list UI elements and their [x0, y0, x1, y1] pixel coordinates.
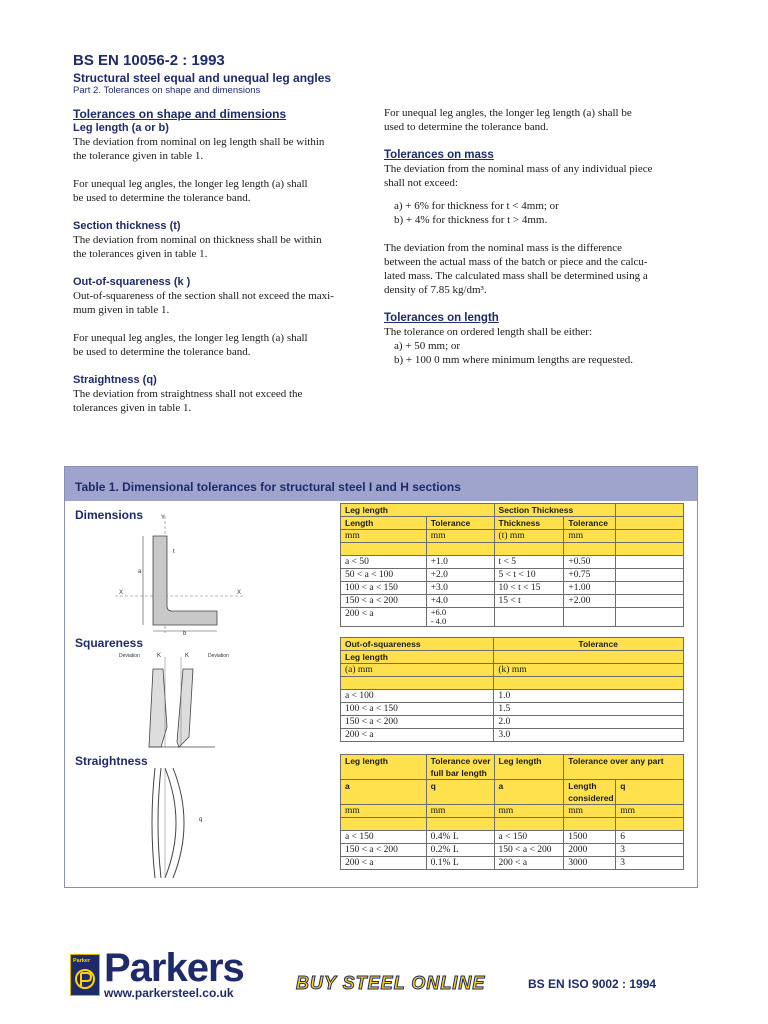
table-row [341, 857, 684, 870]
dimensions-table [340, 503, 684, 627]
table-header-cell: Leg length [494, 755, 564, 780]
table-cell: 150 < a < 200 [494, 844, 564, 857]
diagram-label-deviation2: Deviation [208, 653, 229, 659]
table-cell: 3 [616, 844, 684, 857]
table-cell [494, 608, 564, 627]
paragraph: the tolerances given in table 1. [73, 248, 208, 260]
table-cell: +3.0 [426, 582, 494, 595]
document-subtitle: Structural steel equal and unequal leg angles [73, 71, 332, 85]
straightness-diagram [125, 763, 235, 883]
diagram-label-b: b [183, 631, 187, 636]
table-header-cell: Leg length [341, 755, 427, 780]
paragraph: The deviation from nominal on leg length shall be within [73, 136, 325, 148]
table-cell: 50 < a < 100 [341, 569, 427, 582]
diagram-label-t: t [173, 549, 175, 555]
straightness-heading: Straightness (q) [73, 374, 157, 386]
table-row [341, 844, 684, 857]
parker-logo-icon [70, 954, 100, 996]
paragraph: For unequal leg angles, the longer leg length (a) shall [73, 332, 308, 344]
table-cell: +2.0 [426, 569, 494, 582]
table-header-cell: q [426, 780, 494, 805]
table-cell: 1.0 [494, 690, 684, 703]
paragraph: The tolerance on ordered length shall be either: [384, 326, 592, 338]
paragraph: Out-of-squareness of the section shall not exceed the maxi- [73, 290, 334, 302]
table-row [341, 569, 684, 582]
table-cell: 1500 [564, 831, 616, 844]
squareness-table [340, 637, 684, 742]
diagram-label-x2: X [237, 590, 242, 596]
footer [66, 948, 706, 1002]
paragraph: lated mass. The calculated mass shall be determined using a [384, 270, 648, 282]
paragraph: For unequal leg angles, the longer leg length (a) shall be [384, 107, 632, 119]
thickness-heading: Section thickness (t) [73, 220, 181, 232]
table-cell: a < 150 [341, 831, 427, 844]
logo-text: Parker [73, 958, 91, 964]
paragraph: be used to determine the tolerance band. [73, 192, 251, 204]
table-cell: 0.4% L [426, 831, 494, 844]
paragraph: For unequal leg angles, the longer leg length (a) shall [73, 178, 308, 190]
document-part: Part 2. Tolerances on shape and dimensions [73, 85, 261, 96]
table-cell: 3.0 [494, 729, 684, 742]
paragraph: The deviation from the nominal mass is the difference [384, 242, 623, 254]
table-header-cell [564, 780, 616, 805]
table-unit-cell: (t) mm [494, 530, 564, 543]
paragraph: used to determine the tolerance band. [384, 121, 549, 133]
table-row [341, 716, 684, 729]
table-unit-cell: mm [426, 530, 494, 543]
dimensions-label: Dimensions [75, 508, 144, 522]
table-row [341, 729, 684, 742]
table-row [341, 556, 684, 569]
table-unit-cell: mm [341, 805, 427, 818]
list-item: b) + 4% for thickness for t > 4mm. [394, 214, 548, 226]
table-unit-cell: mm [616, 805, 684, 818]
paragraph: be used to determine the tolerance band. [73, 346, 251, 358]
table-cell: +2.00 [564, 595, 616, 608]
section-heading: Tolerances on shape and dimensions [73, 107, 287, 121]
brand-logo-text: Parkers [104, 946, 244, 990]
left-column [73, 107, 368, 415]
table-header-cell: Tolerance [426, 517, 494, 530]
list-item: b) + 100 0 mm where minimum lengths are requested. [394, 354, 633, 366]
diagram-label-a: a [138, 569, 142, 575]
table-cell [564, 608, 616, 627]
table-cell: 100 < a < 150 [341, 703, 494, 716]
table-unit-cell: (a) mm [341, 664, 494, 677]
paragraph: The deviation from straightness shall not exceed the [73, 388, 303, 400]
angle-section-diagram [105, 511, 255, 636]
table-cell: 15 < t [494, 595, 564, 608]
table-cell: 5 < t < 10 [494, 569, 564, 582]
squareness-diagram [105, 647, 255, 752]
table-cell: 200 < a [341, 608, 427, 627]
table-cell: 2.0 [494, 716, 684, 729]
table-header-band [65, 467, 697, 501]
table-header-cell [426, 755, 494, 780]
paragraph: between the actual mass of the batch or piece and the calcu- [384, 256, 648, 268]
table-row [341, 582, 684, 595]
table-cell: +4.0 [426, 595, 494, 608]
straightness-label: Straightness [75, 754, 148, 768]
table-cell: 150 < a < 200 [341, 716, 494, 729]
table-cell: 2000 [564, 844, 616, 857]
table-cell: 0.1% L [426, 857, 494, 870]
table-cell: +0.50 [564, 556, 616, 569]
diagram-label-k: K [157, 653, 162, 659]
right-column [384, 106, 694, 367]
table-header-cell: Tolerance [564, 517, 616, 530]
diagram-label-y: Y [161, 515, 166, 521]
table-cell: 10 < t < 15 [494, 582, 564, 595]
table-cell: 3000 [564, 857, 616, 870]
mass-heading: Tolerances on mass [384, 149, 494, 161]
diagram-label-k2: K [185, 653, 190, 659]
table-cell: t < 5 [494, 556, 564, 569]
table-header-cell: a [341, 780, 427, 805]
table-cell: +1.0 [426, 556, 494, 569]
table-title: Table 1. Dimensional tolerances for structural steel I and H sections [75, 480, 461, 494]
table-cell: 0.2% L [426, 844, 494, 857]
table-cell: 200 < a [341, 857, 427, 870]
table-cell: 150 < a < 200 [341, 844, 427, 857]
website-link[interactable]: www.parkersteel.co.uk [104, 986, 234, 1000]
paragraph: the tolerance given in table 1. [73, 150, 204, 162]
table-unit-cell: mm [341, 530, 427, 543]
paragraph: mum given in table 1. [73, 304, 170, 316]
tolerance-table-panel [64, 466, 698, 888]
table-cell: 150 < a < 200 [341, 595, 427, 608]
table-cell: 1.5 [494, 703, 684, 716]
table-cell: 100 < a < 150 [341, 582, 427, 595]
table-header-cell: Thickness [494, 517, 564, 530]
table-unit-cell: mm [564, 530, 616, 543]
table-header-line: Tolerance over [430, 756, 491, 766]
table-header-cell: Leg length [341, 504, 495, 517]
table-unit-cell: mm [426, 805, 494, 818]
squareness-heading: Out-of-squareness (k ) [73, 276, 191, 288]
buy-steel-online-link[interactable]: BUY STEEL ONLINE [296, 973, 486, 993]
table-cell: a < 50 [341, 556, 427, 569]
table-row [341, 831, 684, 844]
leg-length-heading: Leg length (a or b) [73, 122, 169, 134]
table-unit-cell: mm [494, 805, 564, 818]
length-heading: Tolerances on length [384, 312, 499, 324]
table-row [341, 703, 684, 716]
diagram-label-q: q [199, 817, 203, 823]
table-row [341, 595, 684, 608]
table-row [341, 690, 684, 703]
table-header-cell: Length [341, 517, 427, 530]
table-cell: 6 [616, 831, 684, 844]
paragraph: The deviation from the nominal mass of any individual piece [384, 163, 653, 175]
table-cell-line: - 4.0 [430, 616, 447, 626]
paragraph: The deviation from nominal on thickness shall be within [73, 234, 322, 246]
squareness-label: Squareness [75, 636, 144, 650]
table-cell: a < 100 [341, 690, 494, 703]
table-cell [426, 608, 494, 627]
table-header-line: considered [568, 793, 614, 803]
table-header-cell: a [494, 780, 564, 805]
document-title: BS EN 10056-2 : 1993 [73, 52, 225, 69]
list-item: a) + 6% for thickness for t < 4mm; or [394, 200, 559, 212]
straightness-table [340, 754, 684, 870]
diagram-label-deviation: Deviation [119, 653, 140, 659]
table-cell: 200 < a [494, 857, 564, 870]
table-header-cell: Tolerance [494, 638, 684, 651]
table-cell: 3 [616, 857, 684, 870]
table-header-line: full bar length [430, 768, 487, 778]
table-row [341, 608, 684, 627]
iso-certification: BS EN ISO 9002 : 1994 [528, 977, 657, 991]
table-header-cell: Tolerance over any part [564, 755, 684, 780]
table-cell-line: +6.0 [430, 607, 447, 617]
paragraph: density of 7.85 kg/dm³. [384, 284, 487, 296]
table-cell: a < 150 [494, 831, 564, 844]
table-header-cell: Leg length [341, 651, 494, 664]
list-item: a) + 50 mm; or [394, 340, 461, 352]
table-header-cell: Out-of-squareness [341, 638, 494, 651]
table-unit-cell: (k) mm [494, 664, 684, 677]
paragraph: tolerances given in table 1. [73, 402, 192, 414]
table-header-cell: q [616, 780, 684, 805]
table-cell: +1.00 [564, 582, 616, 595]
table-header-line: Length [568, 781, 597, 791]
table-header-cell: Section Thickness [494, 504, 616, 517]
table-cell: 200 < a [341, 729, 494, 742]
table-cell: +0.75 [564, 569, 616, 582]
table-unit-cell: mm [564, 805, 616, 818]
diagram-label-x: X [119, 590, 124, 596]
paragraph: shall not exceed: [384, 177, 458, 189]
